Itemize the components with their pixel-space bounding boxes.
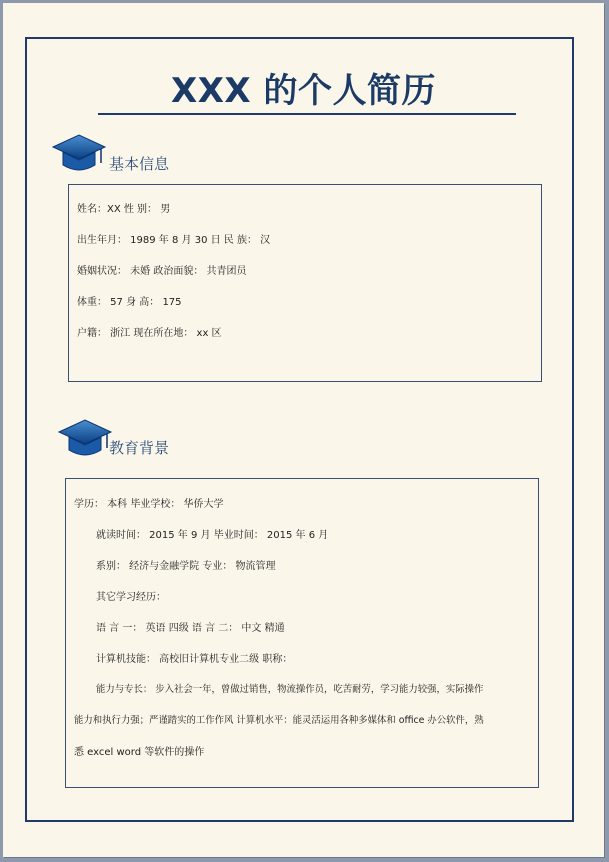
graduation-cap-icon xyxy=(57,418,113,462)
section-heading-education: 教育背景 xyxy=(109,439,170,457)
resume-page xyxy=(3,3,604,857)
basic-line: 姓名：XX 性 别： 男 xyxy=(77,204,171,215)
education-line: 能力与专长： 步入社会一年，曾做过销售，物流操作员，吃苦耐劳，学习能力较强，实际操作 xyxy=(96,684,484,695)
resume-title: XXX 的个人简历 xyxy=(171,71,436,111)
basic-info-box xyxy=(68,184,542,382)
education-line: 学历： 本科 毕业学校： 华侨大学 xyxy=(74,499,224,510)
title-divider xyxy=(98,113,516,115)
basic-line: 婚姻状况： 未婚 政治面貌： 共青团员 xyxy=(77,266,247,277)
education-line: 悉 excel word 等软件的操作 xyxy=(74,747,205,758)
section-heading-basic: 基本信息 xyxy=(109,155,170,173)
education-line: 能力和执行力强；严谨踏实的工作作风 计算机水平：能灵活运用各种多媒体和 office 办公软件，熟 xyxy=(74,715,484,726)
education-line: 语 言 一： 英语 四级 语 言 二： 中文 精通 xyxy=(96,623,285,634)
basic-line: 户籍： 浙江 现在所在地： xx 区 xyxy=(77,328,222,339)
graduation-cap-icon xyxy=(51,133,107,177)
education-box xyxy=(65,478,539,788)
education-line: 就读时间： 2015 年 9 月 毕业时间： 2015 年 6 月 xyxy=(96,530,329,541)
basic-line: 出生年月： 1989 年 8 月 30 日 民 族： 汉 xyxy=(77,235,271,246)
education-line: 系别： 经济与金融学院 专业： 物流管理 xyxy=(96,561,276,572)
basic-line: 体重： 57 身 高： 175 xyxy=(77,297,182,308)
education-line: 计算机技能： 高校旧计算机专业二级 职称： xyxy=(96,654,293,665)
education-line: 其它学习经历： xyxy=(96,592,166,603)
